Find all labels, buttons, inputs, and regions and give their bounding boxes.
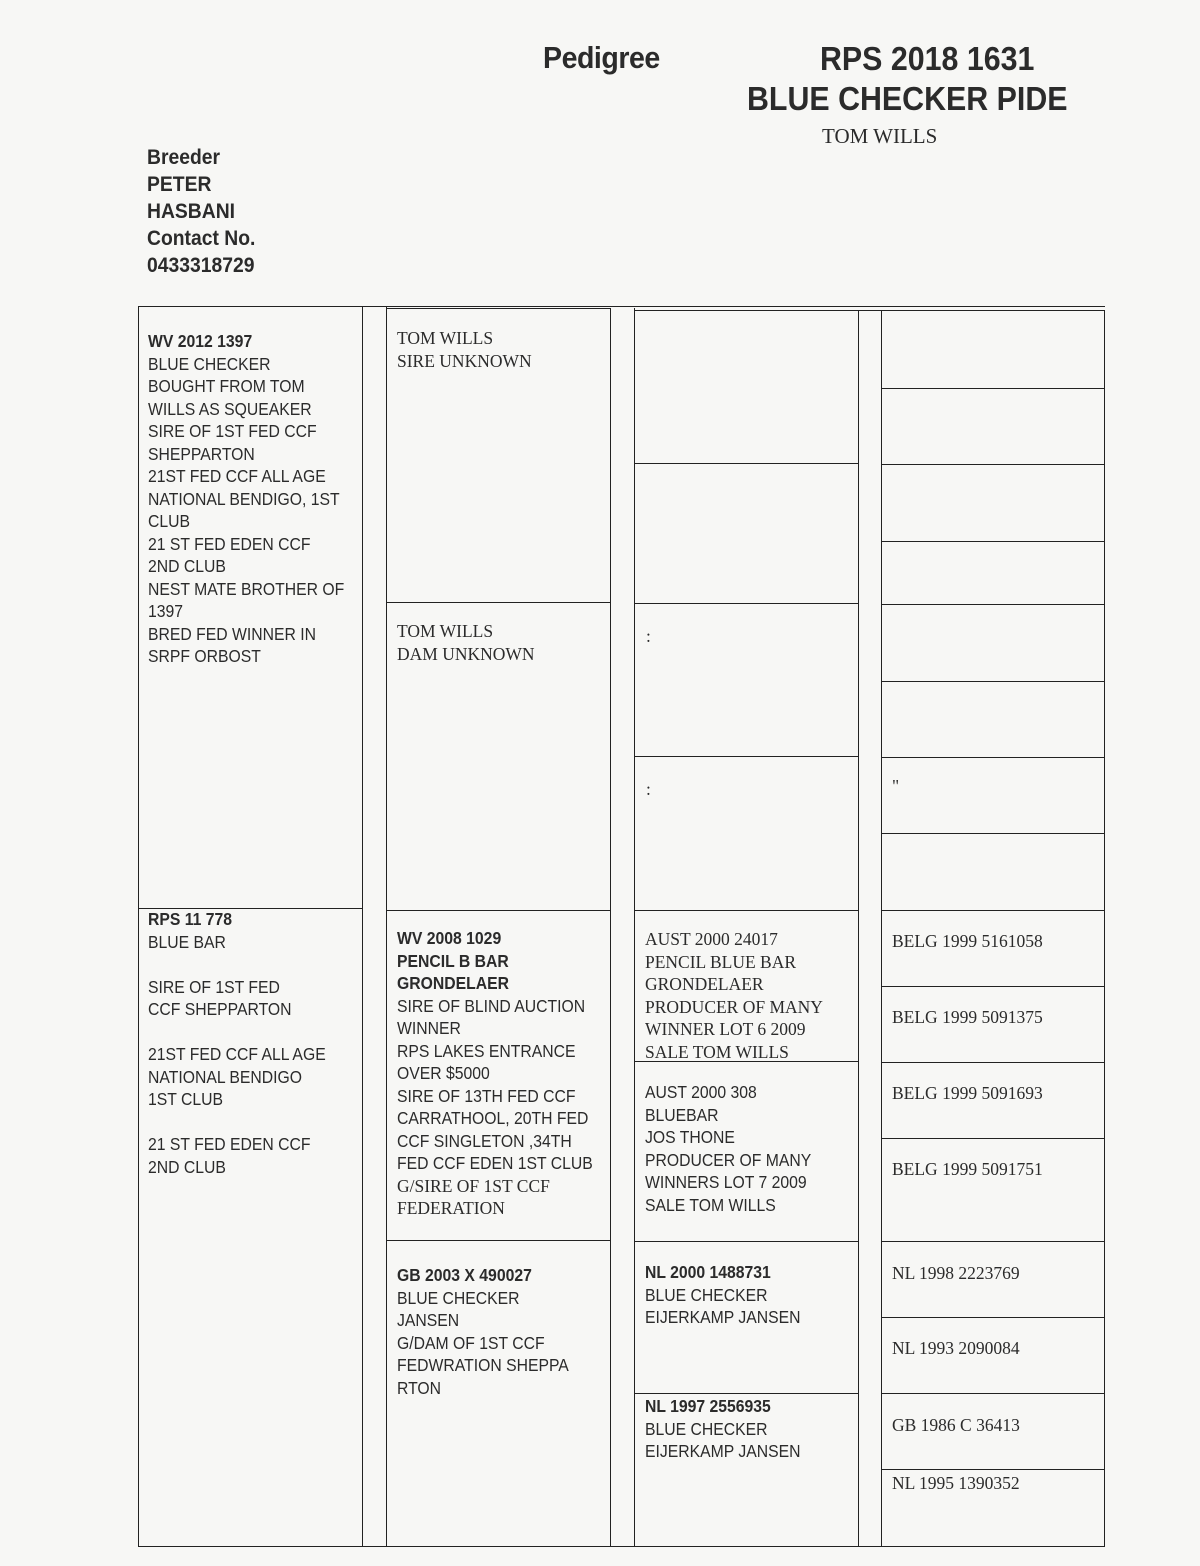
dam-sire-dam-cell <box>645 1081 811 1216</box>
sire-line: SIRE OF 1ST FED CCF <box>148 421 317 441</box>
dam-dam-line: FEDWRATION SHEPPA <box>397 1355 569 1375</box>
bird-ring-number: RPS 2018 1631 <box>820 40 1035 77</box>
gen3-line: SALE TOM WILLS <box>645 1194 776 1215</box>
sire-line: WILLS AS SQUEAKER <box>148 398 312 419</box>
sire-ring: WV 2012 1397 <box>148 331 253 351</box>
dam-ring: RPS 11 778 <box>148 909 233 929</box>
sire-line: 1397 <box>148 601 184 621</box>
gen4-ring: BELG 1999 5161058 <box>892 931 1043 951</box>
sire-sire-cell <box>397 327 532 372</box>
dam-line <box>148 1021 326 1044</box>
dam-dam-sire-ring: NL 2000 1488731 <box>645 1262 771 1282</box>
sire-line: BRED FED WINNER IN <box>148 623 317 644</box>
sire-line: 21ST FED CCF ALL AGE <box>148 466 326 486</box>
gen3-line: SALE TOM WILLS <box>645 1041 789 1062</box>
dam-sire-line: G/SIRE OF 1ST CCF <box>397 1175 550 1196</box>
gen4-mark: " <box>892 776 900 796</box>
dam-sire-cell <box>397 927 615 1220</box>
dam-sire-ring: WV 2008 1029 <box>397 928 502 948</box>
gen3-line: EIJERKAMP JANSEN <box>645 1441 801 1461</box>
sire-line: NATIONAL BENDIGO, 1ST <box>148 488 340 509</box>
dam-line: 21 ST FED EDEN CCF <box>148 1134 311 1154</box>
gen3-line: PENCIL BLUE BAR <box>645 951 797 972</box>
dam-sire-sire-cell <box>645 928 823 1063</box>
dam-line: SIRE OF 1ST FED <box>148 976 280 997</box>
sire-dam-cell <box>397 620 535 665</box>
dam-sire-line: SIRE OF 13TH FED CCF <box>397 1085 576 1106</box>
gen3-line: AUST 2000 24017 <box>645 929 778 949</box>
gen3-line: JOS THONE <box>645 1127 735 1147</box>
gen3-line: WINNER LOT 6 2009 <box>645 1019 806 1039</box>
dam-cell <box>148 908 326 1178</box>
breeder-name-line1: PETER <box>147 173 212 196</box>
gen3-line: WINNERS LOT 7 2009 <box>645 1172 807 1192</box>
sire-line: NEST MATE BROTHER OF <box>148 578 345 599</box>
dam-dam-sire-cell <box>645 1261 801 1329</box>
sire-line: BLUE CHECKER <box>148 353 271 374</box>
gen4-ring: BELG 1999 5091751 <box>892 1159 1043 1179</box>
page-title: Pedigree <box>543 40 660 75</box>
dam-sire-line: CARRATHOOL, 20TH FED <box>397 1108 589 1128</box>
dam-sire-line: WINNER <box>397 1018 461 1038</box>
dam-sire-line: FED CCF EDEN 1ST CLUB <box>397 1153 593 1173</box>
dam-sire-line: SIRE OF BLIND AUCTION <box>397 995 586 1016</box>
gen3-line: EIJERKAMP JANSEN <box>645 1307 801 1327</box>
sire-line: SRPF ORBOST <box>148 646 261 666</box>
gen4-ring: NL 1998 2223769 <box>892 1263 1020 1283</box>
dam-line: NATIONAL BENDIGO <box>148 1066 303 1087</box>
dam-dam-dam-cell <box>645 1395 801 1463</box>
sire-sire-line: TOM WILLS <box>397 328 494 348</box>
sire-dam-line: TOM WILLS <box>397 621 494 641</box>
sire-line: 21 ST FED EDEN CCF <box>148 533 311 554</box>
gen4-ring: BELG 1999 5091693 <box>892 1083 1043 1103</box>
gen3-line: PRODUCER OF MANY <box>645 996 823 1017</box>
contact-label: Contact No. <box>147 227 256 250</box>
dam-dam-ring: GB 2003 X 490027 <box>397 1265 532 1285</box>
dam-dam-cell <box>397 1264 569 1399</box>
breeder-label: Breeder <box>147 146 221 169</box>
dam-sire-line: GRONDELAER <box>397 973 510 993</box>
bird-colour: BLUE CHECKER PIDE <box>747 80 1068 117</box>
dam-dam-line: G/DAM OF 1ST CCF <box>397 1332 545 1353</box>
gen3-line: BLUE CHECKER <box>645 1418 768 1439</box>
gen3-line: BLUE CHECKER <box>645 1284 768 1305</box>
bird-owner: TOM WILLS <box>822 124 938 148</box>
sire-line: CLUB <box>148 511 191 531</box>
gen3-line: BLUEBAR <box>645 1104 719 1125</box>
gen4-ring: GB 1986 C 36413 <box>892 1415 1020 1435</box>
gen4-ring: NL 1993 2090084 <box>892 1338 1020 1358</box>
dam-line <box>148 953 326 976</box>
dam-dam-line: JANSEN <box>397 1310 460 1330</box>
dam-dam-line: BLUE CHECKER <box>397 1287 520 1308</box>
sire-cell <box>148 330 344 668</box>
dam-line <box>148 1111 326 1134</box>
dam-line: BLUE BAR <box>148 931 226 952</box>
dam-sire-dam-ring: AUST 2000 308 <box>645 1082 757 1102</box>
sire-line: SHEPPARTON <box>148 443 255 464</box>
dam-sire-line: OVER $5000 <box>397 1063 490 1083</box>
contact-number: 0433318729 <box>147 254 255 277</box>
dam-sire-line: RPS LAKES ENTRANCE <box>397 1040 576 1061</box>
dam-line: 21ST FED CCF ALL AGE <box>148 1044 326 1064</box>
dam-sire-line: CCF SINGLETON ,34TH <box>397 1130 572 1151</box>
gen3-line: GRONDELAER <box>645 974 764 994</box>
dam-line: CCF SHEPPARTON <box>148 999 292 1019</box>
dam-sire-line: FEDERATION <box>397 1198 505 1218</box>
gen3-mark: : <box>646 626 651 646</box>
gen4-ring: BELG 1999 5091375 <box>892 1007 1043 1027</box>
gen3-mark: : <box>646 779 651 799</box>
sire-dam-line: DAM UNKNOWN <box>397 643 535 664</box>
gen3-line: PRODUCER OF MANY <box>645 1149 812 1170</box>
breeder-name-line2: HASBANI <box>147 200 236 223</box>
sire-line: 2ND CLUB <box>148 556 226 576</box>
sire-sire-line: SIRE UNKNOWN <box>397 350 532 371</box>
gen4-ring: NL 1995 1390352 <box>892 1473 1020 1493</box>
sire-line: BOUGHT FROM TOM <box>148 376 305 396</box>
breeder-block <box>147 144 255 279</box>
dam-line: 1ST CLUB <box>148 1089 223 1109</box>
dam-dam-line: RTON <box>397 1377 442 1398</box>
dam-line: 2ND CLUB <box>148 1156 226 1177</box>
dam-dam-dam-ring: NL 1997 2556935 <box>645 1396 771 1416</box>
dam-sire-line: PENCIL B BAR <box>397 950 509 971</box>
